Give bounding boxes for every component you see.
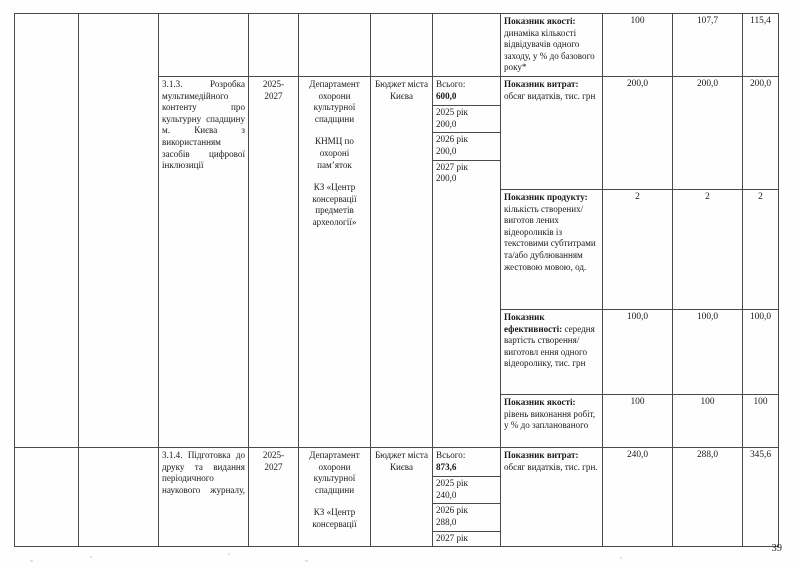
- indicator-label: Показник якості:: [504, 16, 576, 26]
- program-measures-table: [14, 13, 779, 547]
- page-number: 39: [771, 543, 782, 554]
- cell-amounts-3-1-4: [433, 447, 501, 546]
- year-amount-block: [433, 532, 500, 547]
- cell-value-2025: 100: [603, 14, 673, 77]
- year-amount-block: [433, 504, 500, 531]
- cell-value-2026: 107,7: [673, 14, 743, 77]
- executor-third: КЗ «Центр консервації предметів археології»: [312, 182, 357, 227]
- indicator-label: Показник витрат:: [504, 449, 579, 460]
- total-block: [433, 77, 500, 106]
- year-amount-block: [433, 161, 500, 187]
- year-amount: 200,0: [436, 118, 457, 129]
- indicator-label: Показник ефективності:: [504, 311, 563, 334]
- executor-main: Департамент охорони культурної спадщини: [309, 78, 360, 124]
- cell-col2-empty: [79, 14, 159, 448]
- indicator-text: рівень виконання робіт, у % до запланованого: [504, 408, 596, 431]
- executor-second: КЗ «Центр консервації: [312, 507, 357, 529]
- total-label: Всього:: [436, 449, 466, 460]
- year-amount: 200,0: [436, 145, 457, 156]
- indicator-text: обсяг видатків, тис. грн: [504, 90, 596, 101]
- indicator-text: кількість створених/виготов лених відеороликів із текстовими субтитрами та/або дублюванням жестовою мовою, од.: [504, 203, 596, 272]
- cell-executor-empty: [299, 14, 371, 77]
- cell-executor-3-1-3: [299, 76, 371, 447]
- scan-speck: [305, 560, 308, 562]
- year-amount: 288,0: [436, 516, 457, 527]
- total-label: Всього:: [436, 78, 466, 89]
- cell-value-2025: 240,0: [603, 447, 673, 546]
- cell-value-2025: 100,0: [603, 309, 673, 394]
- cell-value-2026: 288,0: [673, 447, 743, 546]
- spacer: [302, 125, 367, 136]
- cell-measure-empty: [159, 14, 249, 77]
- cell-indicator: [501, 447, 603, 546]
- cell-measure-3-1-3: 3.1.3. Розробка мультимедійного контенту про культурну спадщину м. Києва з використанням засобів цифрової інклюзиції: [159, 76, 249, 447]
- table-row: [15, 14, 779, 77]
- year-amount-block: [433, 133, 500, 160]
- cell-value-2027: 200,0: [743, 76, 779, 189]
- cell-col1-empty: [15, 14, 79, 448]
- cell-period-3-1-3: 2025- 2027: [249, 76, 299, 447]
- cell-value-2025: 100: [603, 394, 673, 447]
- indicator-text: динаміка кількості відвідувачів одного заходу, у % до базового року*: [504, 27, 595, 73]
- year-label: 2027 рік: [436, 532, 468, 543]
- table-row: [15, 447, 779, 546]
- cell-value-2026: 2: [673, 189, 743, 309]
- year-label: 2025 рік: [436, 478, 468, 489]
- year-label: 2027 рік: [436, 161, 468, 172]
- year-label: 2026 рік: [436, 134, 468, 145]
- indicator-text: обсяг видатків, тис. грн.: [504, 461, 598, 472]
- total-value: 873,6: [436, 461, 457, 472]
- cell-value-2025: 200,0: [603, 76, 673, 189]
- cell-value-2025: 2: [603, 189, 673, 309]
- total-value: 600,0: [436, 90, 457, 101]
- scan-speck: [620, 557, 622, 559]
- cell-value-2027: 345,6: [743, 447, 779, 546]
- year-amount-block: [433, 477, 500, 504]
- cell-value-2027: 100: [743, 394, 779, 447]
- year-amount: 200,0: [436, 173, 457, 184]
- spacer: [302, 496, 367, 507]
- year-label: 2025 рік: [436, 107, 468, 118]
- scan-speck: [90, 556, 92, 558]
- cell-value-2027: 2: [743, 189, 779, 309]
- executor-main: Департамент охорони культурної спадщини: [309, 449, 360, 495]
- cell-source-3-1-3: Бюджет міста Києва: [371, 76, 433, 447]
- cell-value-2026: 200,0: [673, 76, 743, 189]
- cell-indicator: [501, 189, 603, 309]
- scan-speck: [30, 560, 33, 562]
- total-block: [433, 448, 500, 477]
- indicator-label: Показник якості:: [504, 396, 576, 407]
- cell-indicator: [501, 309, 603, 394]
- cell-indicator: [501, 76, 603, 189]
- year-label: 2026 рік: [436, 505, 468, 516]
- indicator-text: середня вартість створення/виготовл ення одного відеоролику, тис. грн: [504, 323, 595, 369]
- executor-second: КНМЦ по охороні пам’яток: [315, 136, 354, 170]
- cell-measure-3-1-4: 3.1.4. Підготовка до друку та видання періодичного наукового журналу,: [159, 447, 249, 546]
- year-amount-block: [433, 106, 500, 133]
- scan-speck: [228, 553, 230, 555]
- cell-source-3-1-4: Бюджет міста Києва: [371, 447, 433, 546]
- cell-value-2027: 100,0: [743, 309, 779, 394]
- year-amount: 240,0: [436, 489, 457, 500]
- cell-period-empty: [249, 14, 299, 77]
- cell-value-2026: 100,0: [673, 309, 743, 394]
- indicator-label: Показник продукту:: [504, 191, 588, 202]
- cell-executor-3-1-4: [299, 447, 371, 546]
- cell-value-2027: 115,4: [743, 14, 779, 77]
- cell-amounts-empty: [433, 14, 501, 77]
- cell-indicator: [501, 394, 603, 447]
- cell-amounts-3-1-3: [433, 76, 501, 447]
- indicator-label: Показник витрат:: [504, 78, 579, 89]
- cell-period-3-1-4: 2025- 2027: [249, 447, 299, 546]
- cell-col1-empty: [15, 447, 79, 546]
- cell-value-2026: 100: [673, 394, 743, 447]
- spacer: [302, 171, 367, 182]
- cell-col2-empty: [79, 447, 159, 546]
- cell-source-empty: [371, 14, 433, 77]
- cell-indicator: [501, 14, 603, 77]
